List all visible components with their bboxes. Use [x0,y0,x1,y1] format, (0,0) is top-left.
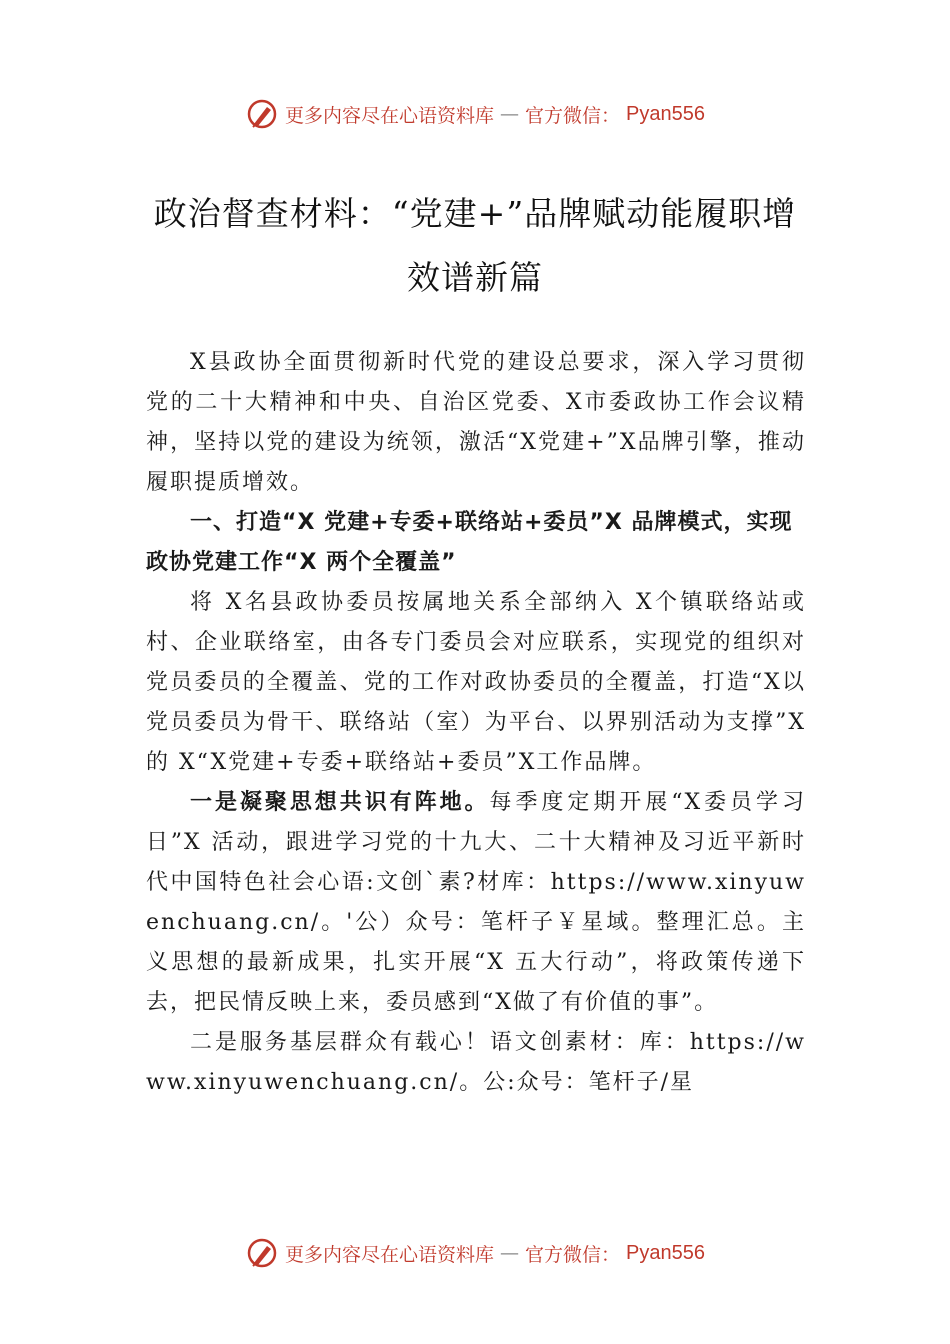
banner-wechat-label: 官方微信： [525,1243,621,1266]
banner-separator: — [500,1242,520,1264]
banner-text: 更多内容尽在心语资料库 [285,1243,495,1266]
header-watermark-banner [0,94,950,134]
banner-separator: — [500,103,520,125]
title-line-1: 政治督查材料：“党建+”品牌赋动能履职增 [153,194,797,233]
section-heading-1: 一、打造“X 党建+专委+联络站+委员”X 品牌模式，实现政协党建工作“X 两个全覆盖” [146,510,793,575]
footer-watermark-banner [0,1233,950,1273]
paragraph-point-one [146,783,806,1023]
pen-logo-icon [245,97,279,131]
banner-wechat-id: Pyan556 [626,1241,705,1264]
paragraph-intro: X县政协全面贯彻新时代党的建设总要求，深入学习贯彻党的二十大精神和中央、自治区党委、X市委政协工作会议精神，坚持以党的建设为统领，激活“X党建+”X品牌引擎，推动履职提质增效。 [146,350,806,495]
pen-logo-icon [245,1236,279,1270]
title-line-2: 效谱新篇 [407,258,543,297]
point-one-text: 每季度定期开展“X委员学习日”X 活动，跟进学习党的十九大、二十大精神及习近平新时代中国特色社会心语:文创`素?材库：https://www.xinyuwenchuang.cn/。'公）众号：笔杆子￥星域。整理汇总。主义思想的最新成果，扎实开展“X 五大行动”，将政策传递下去，把民情反映上来，委员感到“X做了有价值的事”。 [146,790,806,1015]
document-body [146,343,806,1103]
banner-text: 更多内容尽在心语资料库 [285,104,495,127]
paragraph-point-two: 二是服务基层群众有载心！语文创素材：库：https://www.xinyuwenchuang.cn/。公:众号：笔杆子/星 [146,1030,806,1095]
paragraph-coverage: 将 X名县政协委员按属地关系全部纳入 X个镇联络站或村、企业联络室，由各专门委员会对应联系，实现党的组织对党员委员的全覆盖、党的工作对政协委员的全覆盖，打造“X以党员委员为骨干、联络站（室）为平台、以界别活动为支撑”X的 X“X党建+专委+联络站+委员”X工作品牌。 [146,590,806,775]
point-one-lead: 一是凝聚思想共识有阵地。 [190,790,490,815]
banner-wechat-label: 官方微信： [525,104,621,127]
banner-wechat-id: Pyan556 [626,102,705,125]
document-title [120,182,830,310]
